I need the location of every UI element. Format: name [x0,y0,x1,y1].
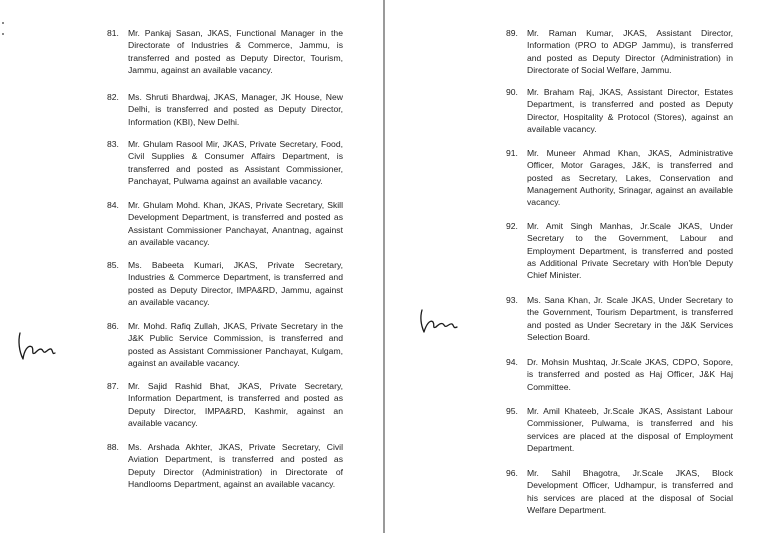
order-item-87 [107,380,343,429]
order-item-90 [506,86,733,135]
item-text: Ms. Sana Khan, Jr. Scale JKAS, Under Secretary to the Government, Tourism Department, is transferred and posted as Under Secretary in the J&K Services Selection Board. [527,295,733,342]
scan-speck [2,33,4,35]
order-item-84 [107,199,343,248]
order-item-96 [506,467,733,516]
order-item-85 [107,259,343,308]
item-number: 89. [506,28,518,38]
item-text: Mr. Muneer Ahmad Khan, JKAS, Administrative Officer, Motor Garages, J&K, is transferred and posted as Secretary, Lakes, Conservation and Management Authority, Srinagar, against an available vacancy. [527,148,733,208]
item-text: Ms. Arshada Akhter, JKAS, Private Secretary, Civil Aviation Department, is transferred and posted as Deputy Director (Administration) in Directorate of Handlooms Department, against an available vacancy. [128,442,343,489]
order-item-94 [506,356,733,393]
item-text: Mr. Amil Khateeb, Jr.Scale JKAS, Assistant Labour Commissioner, Pulwama, is transferred and his services are placed at the disposal of Employment Department. [527,406,733,453]
item-number: 84. [107,200,119,210]
order-item-93 [506,294,733,343]
signature-initials [14,329,58,363]
item-text: Mr. Sajid Rashid Bhat, JKAS, Private Secretary, Information Department, is transferred and posted as Deputy Director, IMPA&RD, Kashmir, against an available vacancy. [128,381,343,428]
item-text: Ms. Babeeta Kumari, JKAS, Private Secretary, Industries & Commerce Department, is transferred and posted as Deputy Director, IMPA&RD, Jammu, against an available vacancy. [128,260,343,307]
item-text: Mr. Pankaj Sasan, JKAS, Functional Manager in the Directorate of Industries & Commerce, Jammu, is transferred and posted as Deputy Director, Tourism, Jammu, against an available vacancy. [128,28,343,75]
item-number: 92. [506,221,518,231]
order-item-86 [107,320,343,369]
item-number: 87. [107,381,119,391]
item-text: Mr. Braham Raj, JKAS, Assistant Director, Estates Department, is transferred and posted as Deputy Director, Hospitality & Protocol (Stores), against an available vacancy. [527,87,733,134]
right-page [386,0,761,533]
order-item-92 [506,220,733,281]
item-number: 86. [107,321,119,331]
item-text: Mr. Mohd. Rafiq Zullah, JKAS, Private Secretary in the J&K Public Service Commission, is transferred and posted as Assistant Commissioner Panchayat, Kulgam, against an available vacancy. [128,321,343,368]
item-text: Mr. Raman Kumar, JKAS, Assistant Director, Information (PRO to ADGP Jammu), is transferred and posted as Deputy Director (Administration) in Directorate of Social Welfare, Jammu. [527,28,733,75]
order-item-89 [506,27,733,76]
order-item-95 [506,405,733,454]
order-item-81 [107,27,343,76]
item-text: Dr. Mohsin Mushtaq, Jr.Scale JKAS, CDPO, Sopore, is transferred and posted as Haj Officer, J&K Haj Committee. [527,357,733,392]
item-text: Ms. Shruti Bhardwaj, JKAS, Manager, JK House, New Delhi, is transferred and posted as Deputy Director, Information (KBI), New Delhi. [128,92,343,127]
item-number: 88. [107,442,119,452]
item-text: Mr. Ghulam Rasool Mir, JKAS, Private Secretary, Food, Civil Supplies & Consumer Affairs Department, is transferred and posted as Assistant Commissioner, Panchayat, Pulwama against an available vacancy. [128,139,343,186]
item-number: 81. [107,28,119,38]
item-number: 85. [107,260,119,270]
item-text: Mr. Ghulam Mohd. Khan, JKAS, Private Secretary, Skill Development Department, is transferred and posted as Assistant Commissioner Panchayat, Anantnag, against an available vacancy. [128,200,343,247]
order-item-83 [107,138,343,187]
scan-speck [2,22,4,24]
item-number: 82. [107,92,119,102]
item-text: Mr. Amit Singh Manhas, Jr.Scale JKAS, Under Secretary to the Government, Labour and Employment Department, is transferred and posted as Additional Private Secretary with Hon'ble Deputy Chief Minister. [527,221,733,281]
item-number: 95. [506,406,518,416]
item-number: 96. [506,468,518,478]
item-number: 91. [506,148,518,158]
signature-initials [416,306,460,336]
order-item-88 [107,441,343,490]
page-divider [383,0,385,533]
item-number: 90. [506,87,518,97]
item-number: 93. [506,295,518,305]
item-number: 94. [506,357,518,367]
order-item-82 [107,91,343,128]
item-number: 83. [107,139,119,149]
order-item-91 [506,147,733,208]
item-text: Mr. Sahil Bhagotra, Jr.Scale JKAS, Block Development Officer, Udhampur, is transferred and his services are placed at the disposal of Social Welfare Department. [527,468,733,515]
